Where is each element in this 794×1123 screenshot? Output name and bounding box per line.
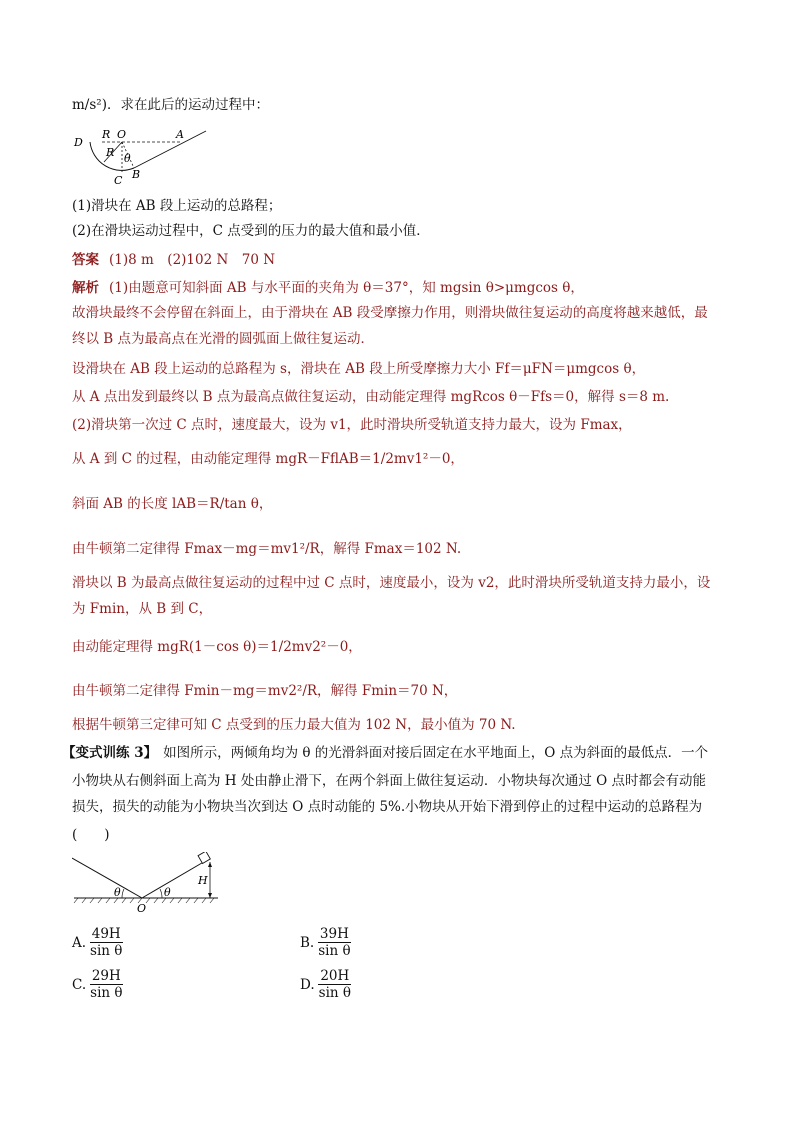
answer-line (72, 251, 275, 269)
exercise-line-4: ( ) (72, 827, 110, 843)
solution-line-11: 为 Fmin，从 B 到 C， (72, 601, 213, 617)
solution-line-8: 斜面 AB 的长度 lAB＝R/tan θ， (72, 496, 273, 512)
question-2: (2)在滑块运动过程中，C 点受到的压力的最大值和最小值． (72, 223, 430, 239)
label-R-top: R (102, 128, 111, 141)
label-R-radius: R (106, 146, 115, 159)
figure-slopes (72, 852, 220, 916)
solution-line-6: (2)滑块第一次过 C 点时，速度最大，设为 v1，此时滑块所受轨道支持力最大，设为 Fmax， (72, 417, 632, 433)
exercise-line-3: 损失，损失的动能为小物块当次到达 O 点时动能的 5%.小物块从开始下滑到停止的过程中运动的总路程为 (72, 799, 703, 815)
label-O-bottom: O (137, 902, 147, 915)
label-theta-right: θ (164, 886, 171, 899)
solution-line-1 (72, 279, 584, 297)
exercise-line-1 (62, 744, 708, 762)
choice-b-numerator: 39H (319, 926, 349, 942)
solution-line-10: 滑块以 B 为最高点做往复运动的过程中过 C 点时，速度最小，设为 v2，此时滑块所受轨道支持力最小，设 (72, 575, 711, 591)
choice-c-letter: C. (72, 976, 87, 993)
choice-d-numerator: 20H (320, 968, 350, 984)
solution-label: 解析 (72, 280, 99, 296)
choice-a-numerator: 49H (91, 926, 121, 942)
choice-a-fraction (88, 926, 124, 959)
solution-line-12: 由动能定理得 mgR(1－cos θ)＝1/2mv2²－0， (72, 639, 362, 655)
solution-line-9: 由牛顿第二定律得 Fmax－mg＝mv1²/R，解得 Fmax＝102 N. (72, 541, 462, 557)
choice-b-denominator: sin θ (318, 943, 351, 959)
exercise-line-2: 小物块从右侧斜面上高为 H 处由静止滑下，在两个斜面上做往复运动．小物块每次通过 O 点时都会有动能 (72, 773, 707, 789)
label-theta-left: θ (114, 886, 121, 899)
exercise-text-1: 如图所示，两倾角均为 θ 的光滑斜面对接后固定在水平地面上，O 点为斜面的最低点．一个 (163, 745, 709, 761)
solution-line-2: 故滑块最终不会停留在斜面上，由于滑块在 AB 段受摩擦力作用，则滑块做往复运动的高度将越来越低，最 (72, 305, 708, 321)
figure-track (72, 124, 212, 188)
solution-line-7: 从 A 到 C 的过程，由动能定理得 mgR－FflAB＝1/2mv1²－0， (72, 451, 464, 467)
answer-label: 答案 (72, 252, 99, 268)
choice-a-letter: A. (72, 934, 87, 951)
choice-d[interactable] (300, 968, 353, 1001)
question-1: (1)滑块在 AB 段上运动的总路程； (72, 198, 282, 214)
choice-c-numerator: 29H (91, 968, 121, 984)
choice-b-letter: B. (300, 934, 315, 951)
solution-line-3: 终以 B 点为最高点在光滑的圆弧面上做往复运动． (72, 331, 375, 347)
solution-line-14: 根据牛顿第三定律可知 C 点受到的压力最大值为 102 N，最小值为 70 N. (72, 717, 516, 733)
label-H: H (198, 874, 208, 887)
label-B: B (132, 168, 141, 181)
solution-line-4: 设滑块在 AB 段上运动的总路程为 s，滑块在 AB 段上所受摩擦力大小 Ff＝μFN＝μmgcos θ， (72, 361, 646, 377)
answer-text: (1)8 m (2)102 N 70 N (109, 252, 276, 268)
choice-d-fraction (317, 968, 353, 1001)
label-O: O (117, 128, 127, 141)
choice-d-letter: D. (300, 976, 315, 993)
choice-c-denominator: sin θ (90, 985, 123, 1001)
choice-b[interactable] (300, 926, 353, 959)
choice-d-denominator: sin θ (318, 985, 351, 1001)
choice-c[interactable] (72, 968, 125, 1001)
solution-line-13: 由牛顿第二定律得 Fmin－mg＝mv2²/R，解得 Fmin＝70 N， (72, 683, 458, 699)
label-A: A (176, 128, 184, 141)
intro-line: m/s²)．求在此后的运动过程中： (72, 97, 269, 113)
solution-text-1: (1)由题意可知斜面 AB 与水平面的夹角为 θ＝37°，知 mgsin θ>μmgcos θ， (109, 280, 584, 296)
label-C: C (114, 174, 123, 187)
choice-c-fraction (88, 968, 124, 1001)
label-D: D (74, 136, 83, 149)
choice-b-fraction (316, 926, 352, 959)
label-theta: θ (124, 152, 131, 165)
choice-a-denominator: sin θ (90, 943, 123, 959)
choice-a[interactable] (72, 926, 124, 959)
exercise-label: 【变式训练 3】 (62, 745, 158, 761)
solution-line-5: 从 A 点出发到最终以 B 点为最高点做往复运动，由动能定理得 mgRcos θ－Ffs＝0，解得 s＝8 m. (72, 389, 670, 405)
